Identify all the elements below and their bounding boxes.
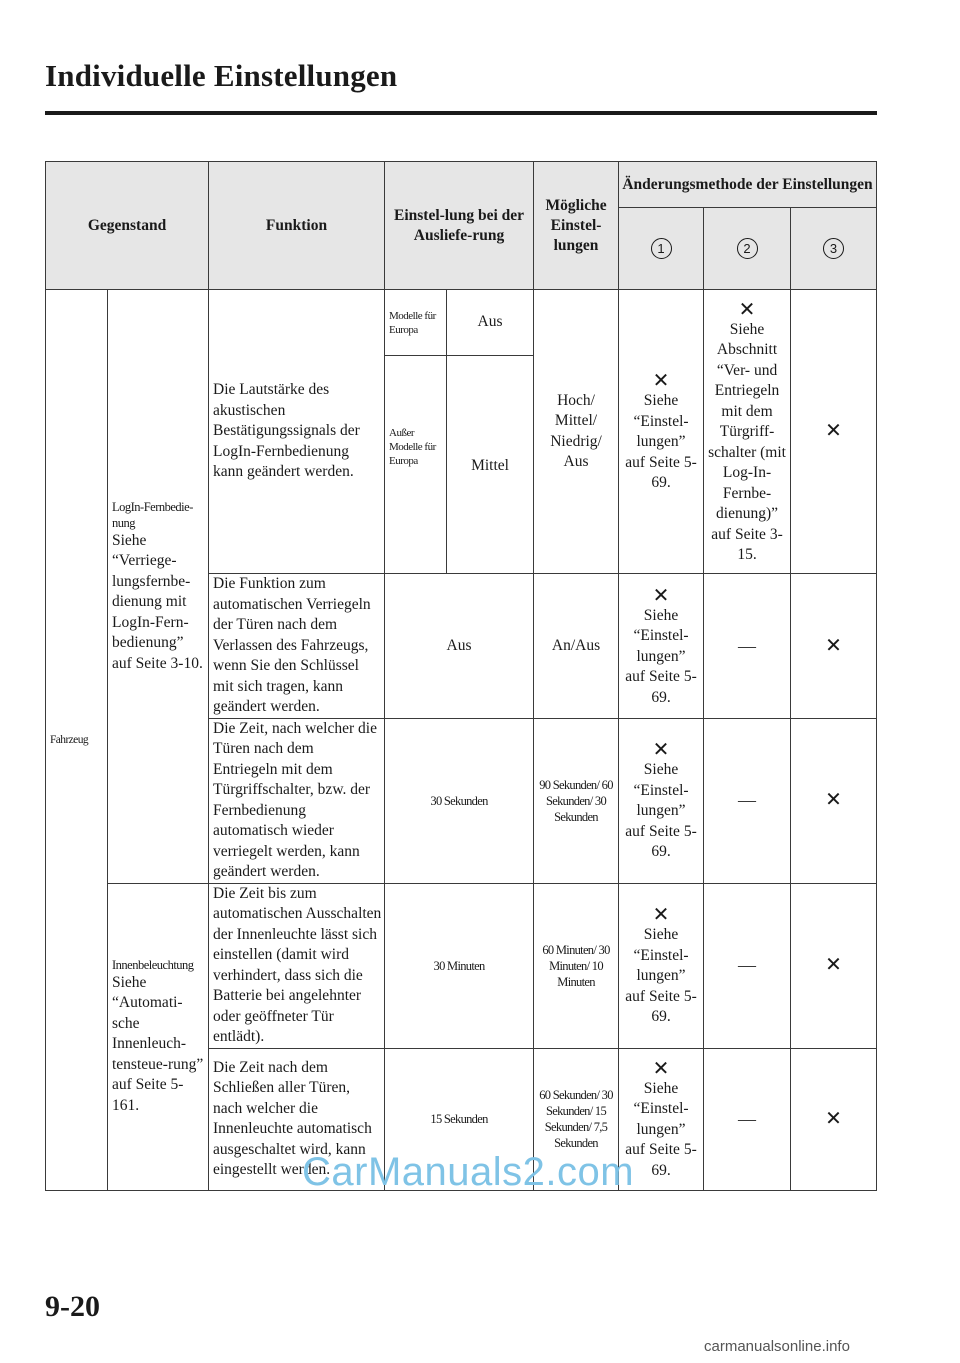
x-mark-icon: ✕: [652, 1055, 670, 1080]
function-cell: Die Zeit nach dem Schließen aller Türen, nach welcher die Innenleuchte automatisch ausgeschaltet wird, kann eingestellt werden.: [209, 1048, 385, 1190]
reference-text: Siehe Abschnitt “Ver- und Entriegeln mit dem Türgriff-schalter (mit Log-In-Fernbe-dienung)” auf Seite 3-15.: [708, 320, 786, 563]
footer-source: carmanualsonline.info: [704, 1338, 850, 1355]
method-2-cell: —: [704, 1048, 791, 1190]
method-1-cell: [619, 574, 704, 719]
region-cell: Modelle für Europa: [385, 290, 447, 356]
default-cell: Aus: [385, 574, 534, 719]
header-default: [385, 162, 534, 290]
x-mark-icon: ✕: [825, 787, 842, 812]
table-row: [46, 883, 877, 1048]
method-1-cell: [619, 883, 704, 1048]
function-cell: Die Zeit bis zum automatischen Ausschalten der Innenleuchte lässt sich einstellen (damit wird verhindert, dass sich die Batterie bei angelehnter oder geöffneter Tür entlädt).: [209, 883, 385, 1048]
method-2-cell: —: [704, 574, 791, 719]
header-item: Gegenstand: [46, 162, 209, 290]
watermark-logo: CarManuals2.com: [302, 1150, 635, 1194]
header-method-1: [619, 208, 704, 290]
method-3-cell: [791, 883, 877, 1048]
table-row: [46, 290, 877, 356]
default-cell: 15 Sekunden: [385, 1048, 534, 1190]
subgroup-ref: Siehe “Verriege-lungsfernbe-dienung mit LogIn-Fern-bedienung” auf Seite 3-10.: [112, 531, 203, 672]
header-options: [534, 162, 619, 290]
region-cell: Außer Modelle für Europa: [385, 356, 447, 574]
method-2-cell: —: [704, 883, 791, 1048]
circled-number-1-icon: 1: [651, 238, 672, 259]
circled-number-3-icon: 3: [823, 238, 844, 259]
header-default-text: Einstel-lung bei der Ausliefe-rung: [393, 206, 525, 244]
reference-text: Siehe “Einstel-lungen” auf Seite 5-69.: [625, 1079, 697, 1179]
reference-text: Siehe “Einstel-lungen” auf Seite 5-69.: [625, 392, 697, 492]
method-3-cell: [791, 574, 877, 719]
header-options-text: Mögliche Einstel-lungen: [545, 196, 607, 254]
x-mark-icon: ✕: [652, 582, 670, 607]
x-mark-icon: ✕: [738, 296, 756, 321]
title-rule: [45, 111, 877, 115]
subgroup-login-fernbedienung: [108, 290, 209, 884]
method-2-cell: —: [704, 718, 791, 883]
subgroup-ref: Siehe “Automati-sche Innenleuch-tensteue-rung” auf Seite 5-161.: [112, 973, 204, 1114]
group-fahrzeug: Fahrzeug: [46, 290, 108, 1191]
method-3-cell: [791, 718, 877, 883]
function-cell: Die Lautstärke des akustischen Bestätigungssignals der LogIn-Fernbedienung kann geändert werden.: [209, 290, 385, 574]
header-change-method: Änderungsmethode der Einstellungen: [619, 162, 877, 208]
page-number: 9-20: [45, 1290, 100, 1323]
header-method-2: [704, 208, 791, 290]
options-cell: 60 Minuten/ 30 Minuten/ 10 Minuten: [534, 883, 619, 1048]
circled-number-2-icon: 2: [737, 238, 758, 259]
default-cell: 30 Sekunden: [385, 718, 534, 883]
header-function: Funktion: [209, 162, 385, 290]
options-cell: An/Aus: [534, 574, 619, 719]
x-mark-icon: ✕: [825, 952, 842, 977]
x-mark-icon: ✕: [652, 368, 670, 393]
default-cell: Mittel: [447, 356, 534, 574]
method-3-cell: [791, 290, 877, 574]
options-cell: Hoch/ Mittel/ Niedrig/ Aus: [534, 290, 619, 574]
function-cell: Die Funktion zum automatischen Verriegeln der Türen nach dem Verlassen des Fahrzeugs, wenn Sie den Schlüssel mit sich tragen, kann geändert werden.: [209, 574, 385, 719]
x-mark-icon: ✕: [652, 737, 670, 762]
function-cell: Die Zeit, nach welcher die Türen nach dem Entriegeln mit dem Türgriffschalter, bzw. der Fernbedienung automatisch wieder verriegelt werden, kann geändert werden.: [209, 718, 385, 883]
page-title: Individuelle Einstellungen: [45, 58, 398, 93]
x-mark-icon: ✕: [825, 418, 842, 443]
method-1-cell: [619, 718, 704, 883]
default-cell: Aus: [447, 290, 534, 356]
x-mark-icon: ✕: [825, 1105, 842, 1130]
options-cell: 60 Sekunden/ 30 Sekunden/ 15 Sekunden/ 7,5 Sekunden: [534, 1048, 619, 1190]
subgroup-name: LogIn-Fernbedie-nung: [112, 499, 193, 530]
subgroup-name: Innenbeleuchtung: [112, 957, 194, 972]
options-cell: 90 Sekunden/ 60 Sekunden/ 30 Sekunden: [534, 718, 619, 883]
reference-text: Siehe “Einstel-lungen” auf Seite 5-69.: [625, 606, 697, 706]
method-3-cell: [791, 1048, 877, 1190]
method-2-cell: [704, 290, 791, 574]
reference-text: Siehe “Einstel-lungen” auf Seite 5-69.: [625, 761, 697, 861]
method-1-cell: [619, 290, 704, 574]
default-cell: 30 Minuten: [385, 883, 534, 1048]
reference-text: Siehe “Einstel-lungen” auf Seite 5-69.: [625, 926, 697, 1026]
x-mark-icon: ✕: [652, 902, 670, 927]
x-mark-icon: ✕: [825, 632, 842, 657]
header-method-3: [791, 208, 877, 290]
settings-table: [45, 161, 877, 1191]
subgroup-innenbeleuchtung: [108, 883, 209, 1190]
